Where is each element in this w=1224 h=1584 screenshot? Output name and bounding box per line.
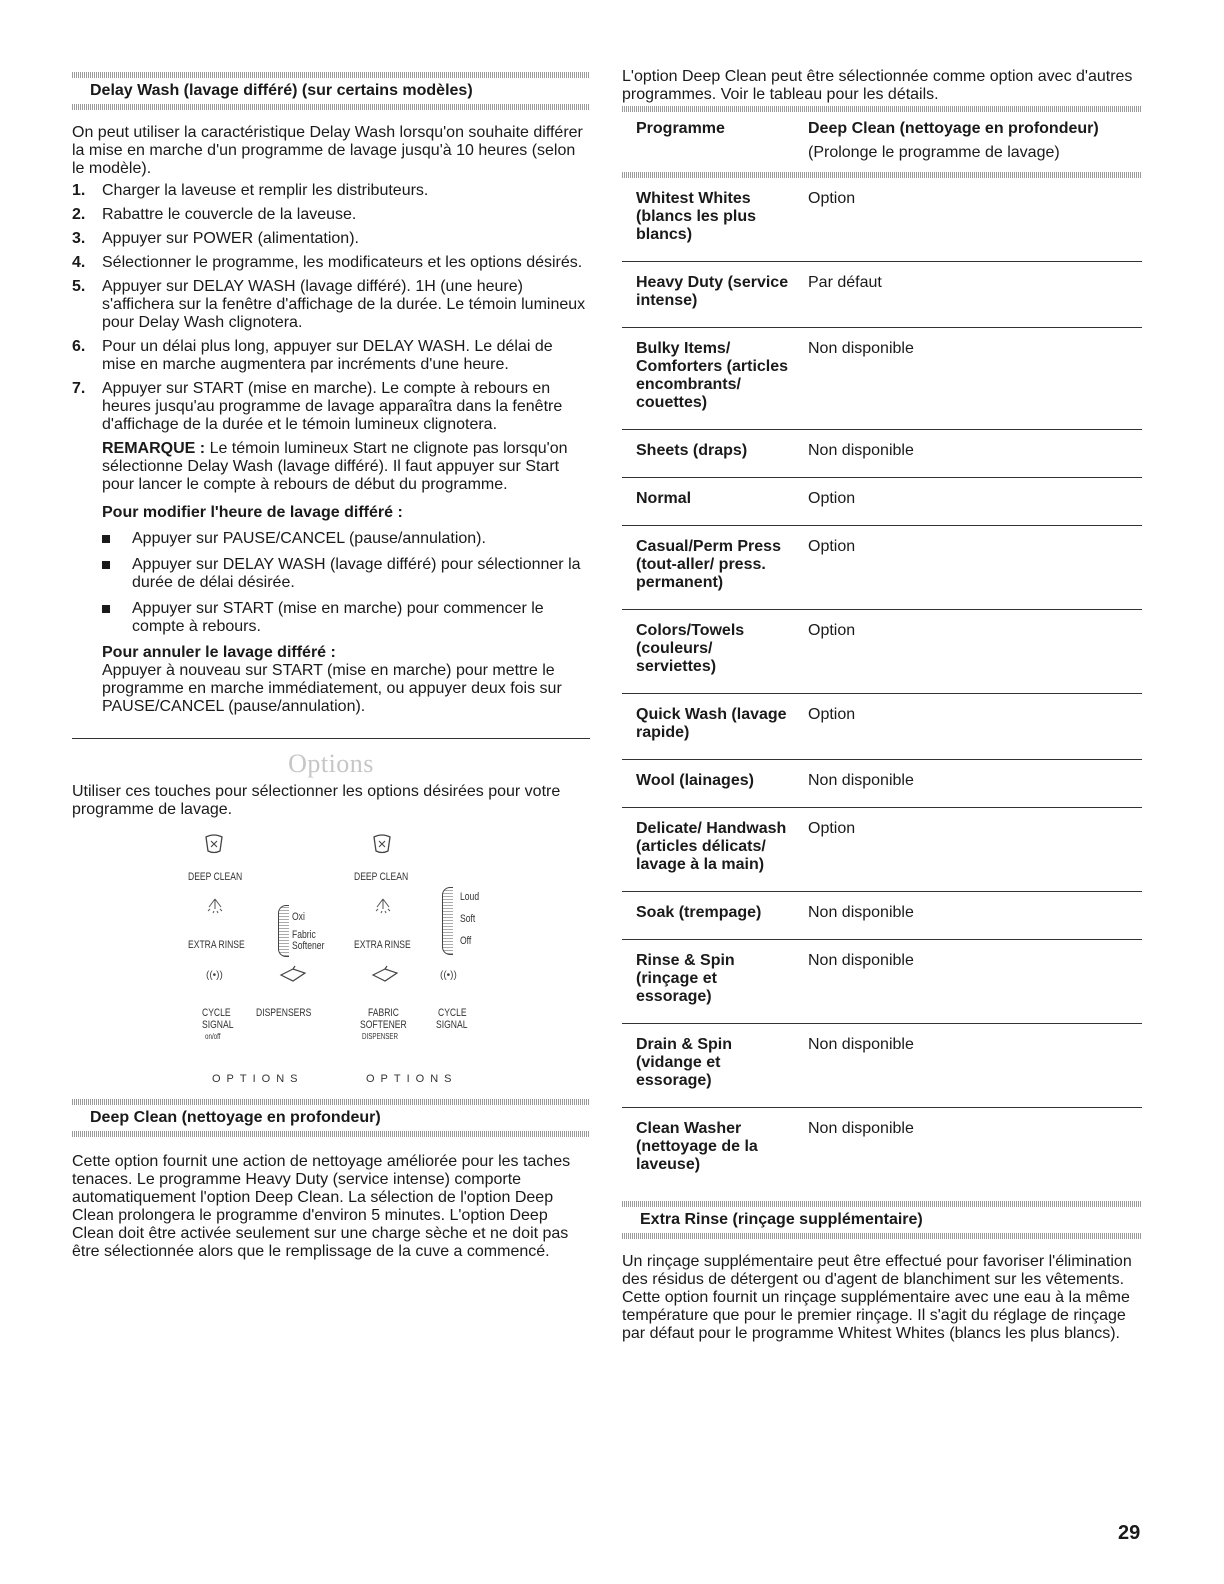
extra-rinse-icon [372, 897, 394, 915]
step-text: Rabattre le couvercle de la laveuse. [102, 206, 357, 223]
step-item [72, 278, 590, 332]
modify-delay-heading: Pour modifier l'heure de lavage différé : [102, 504, 403, 521]
cancel-delay-text: Appuyer à nouveau sur START (mise en marche) pour mettre le programme en marche immédiatement, ou appuyer deux fois sur PAUSE/CANCEL (pause/annulation). [102, 662, 562, 715]
table-body [622, 178, 1142, 1191]
cycle-label: CYCLE [438, 1007, 467, 1019]
program-cell: Whitest Whites (blancs les plus blancs) [622, 178, 794, 262]
deep-clean-cell: Non disponible [808, 1120, 914, 1137]
step-number: 6. [72, 338, 86, 355]
extra-rinse-icon [204, 897, 226, 915]
dispenser-selector [278, 905, 289, 957]
table-row [622, 430, 1142, 478]
section-divider [72, 1099, 590, 1105]
step-item [72, 182, 590, 200]
bullet-square [102, 605, 110, 613]
svg-text:((•)): ((•)) [206, 970, 223, 981]
section-divider [72, 72, 590, 78]
onoff-label: on/off [205, 1032, 221, 1041]
bullet-item [72, 600, 590, 636]
signal-volume-selector [442, 887, 453, 955]
cycle-signal-icon [206, 967, 232, 981]
table-row [622, 526, 1142, 610]
softener-label: SOFTENER [360, 1019, 407, 1031]
section-rule [72, 738, 590, 739]
table-row [622, 808, 1142, 892]
program-cell: Bulky Items/ Comforters (articles encombrants/ couettes) [622, 328, 794, 430]
deep-clean-table [622, 112, 1142, 1191]
deep-clean-cell: Option [794, 610, 1142, 694]
deep-clean-cell: Non disponible [794, 760, 1142, 808]
deep-clean-cell: Option [794, 694, 1142, 760]
right-column [622, 0, 1142, 1343]
step-text: Charger la laveuse et remplir les distributeurs. [102, 182, 429, 199]
table-row [622, 1108, 1142, 1192]
step-number: 4. [72, 254, 86, 271]
deep-clean-cell: Non disponible [794, 892, 1142, 940]
cancel-delay-heading: Pour annuler le lavage différé : [102, 644, 336, 661]
bullet-square [102, 535, 110, 543]
table-row [622, 892, 1142, 940]
dispenser-label: DISPENSER [362, 1032, 399, 1041]
dispensers-label: DISPENSERS [256, 1007, 312, 1019]
deep-clean-heading: Deep Clean (nettoyage en profondeur) [90, 1109, 381, 1126]
step-number: 2. [72, 206, 86, 223]
extra-rinse-heading: Extra Rinse (rinçage supplémentaire) [640, 1211, 923, 1228]
delay-wash-steps [72, 182, 590, 434]
bullet-text: Appuyer sur START (mise en marche) pour commencer le compte à rebours. [132, 600, 544, 635]
bullet-text: Appuyer sur PAUSE/CANCEL (pause/annulation). [132, 530, 486, 547]
program-cell: Heavy Duty (service intense) [622, 262, 794, 328]
program-cell: Soak (trempage) [622, 892, 794, 940]
table-row [622, 610, 1142, 694]
signal-label: SIGNAL [436, 1019, 468, 1031]
table-row [622, 478, 1142, 526]
program-cell: Wool (lainages) [622, 760, 794, 808]
deep-clean-label: DEEP CLEAN [188, 871, 243, 883]
oxi-label: Oxi [292, 911, 305, 923]
program-cell: Rinse & Spin (rinçage et essorage) [622, 940, 794, 1024]
table-row [622, 760, 1142, 808]
extra-rinse-text: Un rinçage supplémentaire peut être effectué pour favoriser l'élimination des résidus de détergent ou d'agent de blanchiment sur les vêtements. Cette option fournit un rinçage supplémentaire avec une eau à la même température que pour le premier rinçage. Il s'agit du réglage de rinçage par défaut pour le programme Whitest Whites (blancs les plus blancs). [622, 1253, 1132, 1342]
note-label: REMARQUE : [102, 440, 206, 457]
step-number: 7. [72, 380, 86, 397]
deep-clean-cell: Option [794, 526, 1142, 610]
program-cell: Sheets (draps) [622, 430, 794, 478]
step-text: Appuyer sur POWER (alimentation). [102, 230, 359, 247]
table-header-row [622, 112, 1142, 172]
deep-clean-cell: Non disponible [794, 430, 1142, 478]
step-item [72, 338, 590, 374]
bullet-item [72, 556, 590, 592]
delay-wash-intro: On peut utiliser la caractéristique Delay Wash lorsqu'on souhaite différer la mise en marche d'un programme de lavage jusqu'à 10 heures (selon le modèle). [72, 124, 583, 177]
modify-delay-list [72, 530, 590, 636]
program-cell: Casual/Perm Press (tout-aller/ press. permanent) [622, 526, 794, 610]
section-divider [72, 1131, 590, 1137]
section-divider [622, 1201, 1142, 1207]
extra-rinse-label: EXTRA RINSE [354, 939, 411, 951]
delay-wash-heading: Delay Wash (lavage différé) (sur certains modèles) [90, 82, 473, 99]
step-item [72, 206, 590, 224]
bullet-text: Appuyer sur DELAY WASH (lavage différé) pour sélectionner la durée de délai désirée. [132, 556, 581, 591]
step-text: Appuyer sur START (mise en marche). Le compte à rebours en heures jusqu'au programme de lavage apparaîtra dans la fenêtre d'affichage de la durée et le témoin lumineux clignotera. [102, 380, 563, 433]
deep-clean-header-title: Deep Clean (nettoyage en profondeur) [808, 120, 1099, 137]
table-row [622, 328, 1142, 430]
cycle-label: CYCLE [202, 1007, 231, 1019]
program-cell: Colors/Towels (couleurs/ serviettes) [622, 610, 794, 694]
deep-clean-icon [202, 833, 226, 855]
options-label-left: OPTIONS [212, 1073, 304, 1085]
step-number: 5. [72, 278, 86, 295]
deep-clean-cell: Option [794, 478, 1142, 526]
options-panel-illustration [72, 819, 590, 1099]
softener-label: Softener [292, 940, 325, 952]
page-number: 29 [1118, 1522, 1141, 1544]
off-label: Off [460, 935, 472, 947]
step-text: Sélectionner le programme, les modificateurs et les options désirés. [102, 254, 583, 271]
deep-clean-text: Cette option fournit une action de nettoyage améliorée pour les taches tenaces. Le programme Heavy Duty (service intense) comporte automatiquement l'option Deep Clean. La sélection de l'option Deep Clean prolongera le programme d'environ 5 minutes. L'option Deep Clean doit être activée seulement sur une charge sèche et ne doit pas être sélectionnée alors que le remplissage de la cuve a commencé. [72, 1153, 571, 1260]
table-row [622, 694, 1142, 760]
deep-clean-cell: Option [794, 808, 1142, 892]
section-divider [622, 1233, 1142, 1239]
left-column [72, 0, 590, 1261]
dispensers-icon [278, 965, 308, 985]
deep-clean-cell: Non disponible [794, 1024, 1142, 1108]
step-text: Appuyer sur DELAY WASH (lavage différé). 1H (une heure) s'affichera sur la fenêtre d'affichage de la durée. Le témoin lumineux pour Delay Wash clignotera. [102, 278, 586, 331]
deep-clean-cell: Non disponible [794, 940, 1142, 1024]
step-number: 3. [72, 230, 86, 247]
cycle-signal-icon [440, 967, 466, 981]
soft-label: Soft [460, 913, 476, 925]
deep-clean-label: DEEP CLEAN [354, 871, 409, 883]
col-programme-header: Programme [636, 120, 725, 137]
bullet-square [102, 561, 110, 569]
program-cell: Drain & Spin (vidange et essorage) [622, 1024, 794, 1108]
loud-label: Loud [460, 891, 480, 903]
program-cell: Clean Washer (nettoyage de la laveuse) [636, 1120, 758, 1173]
bullet-item [72, 530, 590, 548]
table-row [622, 940, 1142, 1024]
deep-clean-icon [370, 833, 394, 855]
step-item [72, 254, 590, 272]
program-cell: Quick Wash (lavage rapide) [622, 694, 794, 760]
options-intro: Utiliser ces touches pour sélectionner les options désirées pour votre programme de lavage. [72, 783, 561, 818]
signal-label: SIGNAL [202, 1019, 234, 1031]
program-cell: Normal [622, 478, 794, 526]
fabric-softener-icon [370, 965, 400, 985]
step-number: 1. [72, 182, 86, 199]
table-row [622, 262, 1142, 328]
step-item [72, 230, 590, 248]
program-cell: Delicate/ Handwash (articles délicats/ lavage à la main) [622, 808, 794, 892]
options-label-right: OPTIONS [366, 1073, 458, 1085]
fabric-label: Fabric [292, 929, 316, 941]
table-row [622, 178, 1142, 262]
deep-clean-header-sub: (Prolonge le programme de lavage) [808, 144, 1060, 161]
svg-text:((•)): ((•)) [440, 970, 457, 981]
options-title: Options [288, 749, 374, 778]
table-intro: L'option Deep Clean peut être sélectionnée comme option avec d'autres programmes. Voir le tableau pour les détails. [622, 68, 1133, 103]
table-row [622, 1024, 1142, 1108]
delay-note [72, 440, 590, 494]
deep-clean-cell: Non disponible [794, 328, 1142, 430]
deep-clean-cell: Par défaut [794, 262, 1142, 328]
section-divider [72, 104, 590, 110]
step-item [72, 380, 590, 434]
deep-clean-cell: Option [794, 178, 1142, 262]
fabric-label: FABRIC [368, 1007, 399, 1019]
step-text: Pour un délai plus long, appuyer sur DELAY WASH. Le délai de mise en marche augmentera par incréments d'une heure. [102, 338, 553, 373]
note-text: Le témoin lumineux Start ne clignote pas lorsqu'on sélectionne Delay Wash (lavage différé). Il faut appuyer sur Start pour lancer le compte à rebours de début du programme. [102, 440, 568, 493]
extra-rinse-label: EXTRA RINSE [188, 939, 245, 951]
col-deep-clean-header [794, 112, 1142, 172]
